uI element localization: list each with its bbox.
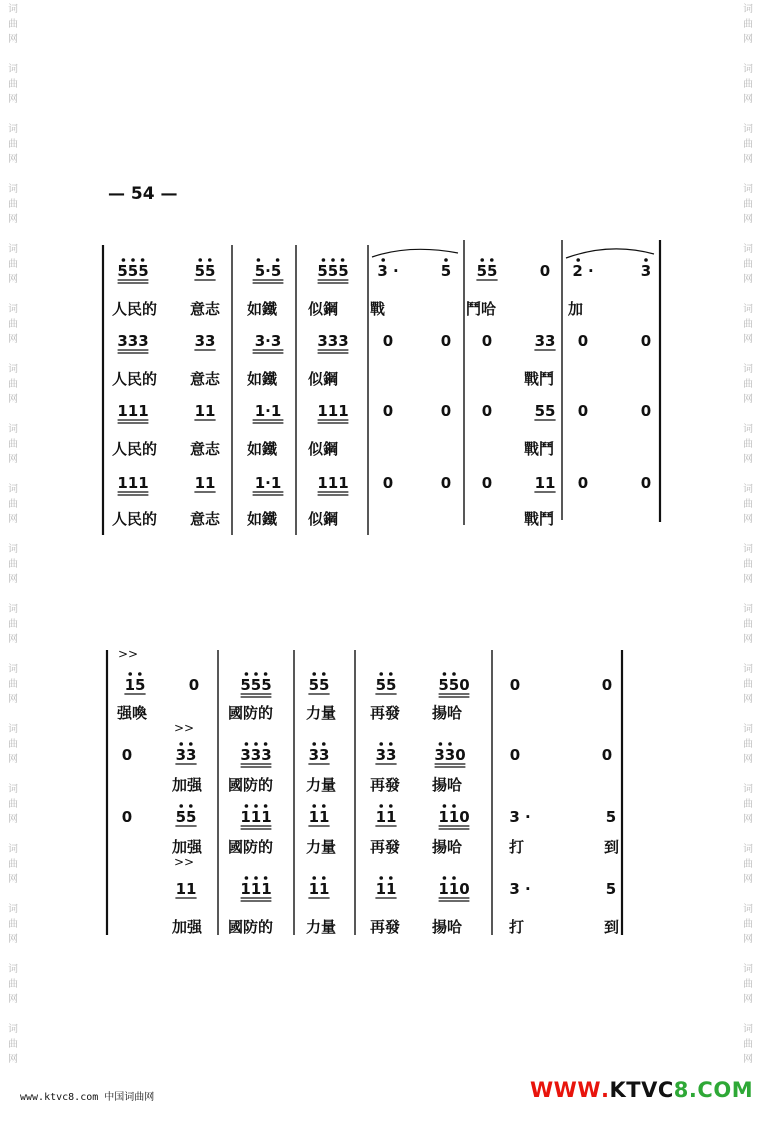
octave-dot (254, 804, 258, 808)
jianpu-note-group: 0 (440, 474, 452, 492)
octave-dot (452, 804, 456, 808)
lyric-text: 力量 (306, 838, 337, 856)
watermark-char: 网 (743, 1054, 753, 1065)
jianpu-note-group: 33 (534, 332, 556, 350)
watermark-char: 曲 (743, 739, 753, 750)
jianpu-note-group: 55 (534, 402, 556, 420)
lyric-text: 人民的 (112, 440, 158, 458)
watermark-char: 曲 (8, 499, 18, 510)
lyric-text: 似鋼 (308, 440, 339, 458)
jianpu-note-group: 111 (317, 402, 349, 420)
watermark-char: 网 (8, 334, 18, 345)
jianpu-note-group: 333 (117, 332, 149, 350)
jianpu-note-group: 330 (434, 746, 466, 764)
jianpu-note-group: 0 (382, 332, 394, 350)
octave-dot (264, 804, 268, 808)
octave-dot (312, 742, 316, 746)
jianpu-note-group: 0 (509, 676, 521, 694)
jianpu-note-group: 0 (640, 474, 652, 492)
octave-dot (452, 672, 456, 676)
jianpu-note-group: 0 (481, 402, 493, 420)
octave-dot (138, 672, 142, 676)
watermark-char: 曲 (743, 79, 753, 90)
watermark-char: 网 (743, 934, 753, 945)
watermark-char: 网 (743, 574, 753, 585)
watermark-char: 词 (8, 4, 18, 15)
lyric-text: 揚哈 (432, 838, 463, 856)
jianpu-note-group: 11 (375, 880, 397, 898)
watermark-char: 词 (743, 124, 753, 135)
lyric-text: 再發 (370, 704, 401, 722)
octave-dot (331, 258, 335, 262)
octave-dot (312, 876, 316, 880)
octave-dot (322, 876, 326, 880)
watermark-char: 网 (8, 34, 18, 45)
jianpu-note-group: 333 (240, 746, 272, 764)
watermark-char: 词 (8, 304, 18, 315)
jianpu-note-group: 1·1 (254, 402, 282, 420)
octave-dot (131, 258, 135, 262)
jianpu-note-group: 11 (175, 880, 197, 898)
lyric-text: 意志 (190, 440, 221, 458)
watermark-char: 词 (8, 784, 18, 795)
watermark-char: 网 (8, 394, 18, 405)
lyric-text: 意志 (190, 300, 221, 318)
watermark-char: 词 (743, 484, 753, 495)
jianpu-note-group: 3 · (509, 880, 531, 898)
watermark-char: 词 (743, 964, 753, 975)
jianpu-note-group: 55 (194, 262, 216, 280)
watermark-char: 词 (743, 904, 753, 915)
octave-dot (341, 258, 345, 262)
watermark-char: 词 (743, 424, 753, 435)
jianpu-note-group: 0 (577, 474, 589, 492)
accent-mark: >> (118, 647, 139, 661)
watermark-char: 曲 (743, 439, 753, 450)
jianpu-note-group: 11 (194, 474, 216, 492)
watermark-char: 曲 (8, 799, 18, 810)
lyric-text: 再發 (370, 918, 401, 936)
watermark-char: 曲 (743, 499, 753, 510)
jianpu-note-group: 5 (440, 262, 452, 280)
watermark-char: 曲 (743, 19, 753, 30)
jianpu-note-group: 3 · (377, 262, 399, 280)
watermark-char: 曲 (8, 1039, 18, 1050)
jianpu-note-group: 0 (121, 746, 133, 764)
jianpu-note-group: 55 (175, 808, 197, 826)
watermark-char: 网 (743, 814, 753, 825)
watermark-char: 词 (8, 724, 18, 735)
jianpu-note-group: 55 (308, 676, 330, 694)
watermark-char: 词 (8, 244, 18, 255)
score-system-2 (107, 647, 622, 936)
watermark-char: 网 (743, 994, 753, 1005)
watermark-char: 曲 (743, 979, 753, 990)
watermark-char: 网 (8, 694, 18, 705)
watermark-char: 网 (8, 814, 18, 825)
octave-dot (254, 672, 258, 676)
octave-dot (179, 804, 183, 808)
watermark-char: 词 (8, 544, 18, 555)
lyric-text: 國防的 (228, 704, 274, 722)
jianpu-note-group: 555 (117, 262, 149, 280)
octave-dot (576, 258, 580, 262)
watermark-char: 网 (8, 1054, 18, 1065)
octave-dot (141, 258, 145, 262)
octave-dot (254, 742, 258, 746)
watermark-char: 词 (743, 244, 753, 255)
watermark-char: 网 (743, 634, 753, 645)
jianpu-note-group: 110 (438, 808, 470, 826)
lyric-text: 力量 (306, 776, 337, 794)
octave-dot (480, 258, 484, 262)
watermark-char: 网 (743, 694, 753, 705)
watermark-char: 网 (8, 874, 18, 885)
watermark-char: 网 (8, 514, 18, 525)
lyric-text: 似鋼 (308, 510, 339, 528)
jianpu-note-group: 0 (188, 676, 200, 694)
lyric-text: 揚哈 (432, 704, 463, 722)
watermark-char: 词 (8, 364, 18, 375)
watermark-char: 曲 (8, 79, 18, 90)
watermark-char: 曲 (743, 919, 753, 930)
jianpu-note-group: 0 (509, 746, 521, 764)
watermark-char: 曲 (8, 979, 18, 990)
watermark-char: 曲 (8, 679, 18, 690)
octave-dot (443, 876, 447, 880)
octave-dot (264, 876, 268, 880)
lyric-text: 再發 (370, 776, 401, 794)
jianpu-note-group: 33 (194, 332, 216, 350)
watermark-char: 词 (8, 184, 18, 195)
lyric-text: 國防的 (228, 918, 274, 936)
jianpu-note-group: 1·1 (254, 474, 282, 492)
lyric-text: 加 (568, 300, 584, 318)
watermark-char: 曲 (8, 379, 18, 390)
octave-dot (245, 876, 249, 880)
octave-dot (322, 258, 326, 262)
jianpu-note-group: 3 (640, 262, 652, 280)
jianpu-note-group: 111 (117, 474, 149, 492)
watermark-char: 词 (8, 964, 18, 975)
octave-dot (276, 258, 280, 262)
jianpu-note-group: 0 (640, 332, 652, 350)
jianpu-note-group: 33 (375, 746, 397, 764)
lyric-text: 人民的 (112, 300, 158, 318)
octave-dot (257, 258, 261, 262)
watermark-char: 词 (8, 124, 18, 135)
jianpu-note-group: 111 (240, 880, 272, 898)
watermark-char: 曲 (743, 619, 753, 630)
watermark-char: 词 (743, 184, 753, 195)
jianpu-note-group: 2 · (572, 262, 594, 280)
octave-dot (389, 876, 393, 880)
watermark-char: 网 (743, 394, 753, 405)
watermark-char: 网 (743, 514, 753, 525)
octave-dot (179, 742, 183, 746)
score-system-1 (103, 240, 660, 535)
octave-dot (208, 258, 212, 262)
watermark-char: 词 (743, 1024, 753, 1035)
octave-dot (189, 742, 193, 746)
watermark-char: 曲 (743, 859, 753, 870)
lyric-text: 人民的 (112, 510, 158, 528)
jianpu-note-group: 333 (317, 332, 349, 350)
jianpu-note-group: 111 (240, 808, 272, 826)
jianpu-note-group: 11 (308, 808, 330, 826)
watermark-char: 网 (743, 274, 753, 285)
lyric-text: 加强 (172, 918, 203, 936)
jianpu-note-group: 3 · (509, 808, 531, 826)
jianpu-note-group: 3·3 (254, 332, 282, 350)
octave-dot (198, 258, 202, 262)
lyric-text: 强喚 (117, 704, 148, 722)
octave-dot (122, 258, 126, 262)
jianpu-note-group: 0 (440, 332, 452, 350)
octave-dot (245, 742, 249, 746)
octave-dot (448, 742, 452, 746)
octave-dot (128, 672, 132, 676)
octave-dot (381, 258, 385, 262)
lyric-text: 如鐵 (247, 370, 278, 388)
octave-dot (439, 742, 443, 746)
octave-dot (379, 742, 383, 746)
watermark-char: 词 (8, 424, 18, 435)
jianpu-note-group: 0 (382, 402, 394, 420)
octave-dot (644, 258, 648, 262)
watermark-char: 词 (8, 604, 18, 615)
watermark-char: 曲 (8, 919, 18, 930)
octave-dot (379, 876, 383, 880)
jianpu-note-group: 11 (375, 808, 397, 826)
lyric-text: 力量 (306, 918, 337, 936)
watermark-char: 词 (743, 64, 753, 75)
lyric-text: 揚哈 (432, 776, 463, 794)
watermark-char: 曲 (8, 319, 18, 330)
watermark-char: 曲 (743, 319, 753, 330)
jianpu-note-group: 0 (382, 474, 394, 492)
watermark-char: 词 (8, 664, 18, 675)
octave-dot (254, 876, 258, 880)
octave-dot (312, 672, 316, 676)
octave-dot (443, 804, 447, 808)
jianpu-note-group: 33 (308, 746, 330, 764)
watermark-char: 曲 (743, 139, 753, 150)
watermark-char: 网 (743, 334, 753, 345)
watermark-char: 曲 (743, 799, 753, 810)
watermark-char: 词 (8, 484, 18, 495)
jianpu-note-group: 555 (240, 676, 272, 694)
page-number: — 54 — (108, 184, 178, 204)
octave-dot (264, 742, 268, 746)
watermark-char: 曲 (743, 1039, 753, 1050)
octave-dot (322, 804, 326, 808)
lyric-text: 打 (509, 918, 525, 936)
watermark-char: 网 (8, 634, 18, 645)
watermark-char: 词 (8, 64, 18, 75)
watermark-char: 曲 (8, 439, 18, 450)
lyric-text: 加强 (172, 776, 203, 794)
watermark-char: 曲 (8, 619, 18, 630)
watermark-char: 词 (743, 304, 753, 315)
octave-dot (264, 672, 268, 676)
lyric-text: 戰鬥 (524, 440, 555, 458)
watermark-char: 网 (743, 874, 753, 885)
octave-dot (389, 804, 393, 808)
lyric-text: 意志 (190, 370, 221, 388)
jianpu-note-group: 5 (605, 808, 617, 826)
watermark-char: 网 (8, 214, 18, 225)
watermark-char: 网 (743, 154, 753, 165)
octave-dot (490, 258, 494, 262)
lyric-text: 人民的 (112, 370, 158, 388)
jianpu-note-group: 111 (117, 402, 149, 420)
watermark-char: 曲 (743, 199, 753, 210)
watermark-char: 曲 (743, 679, 753, 690)
watermark-char: 词 (743, 844, 753, 855)
watermark-char: 曲 (8, 139, 18, 150)
watermark-char: 词 (8, 1024, 18, 1035)
octave-dot (443, 672, 447, 676)
lyric-text: 戰鬥 (524, 370, 555, 388)
watermark-char: 网 (8, 154, 18, 165)
watermark-char: 曲 (8, 259, 18, 270)
watermark-char: 曲 (8, 739, 18, 750)
watermark-char: 网 (8, 994, 18, 1005)
watermark-char: 词 (743, 784, 753, 795)
lyric-text: 如鐵 (247, 300, 278, 318)
octave-dot (245, 672, 249, 676)
jianpu-note-group: 0 (539, 262, 551, 280)
watermark-char: 网 (743, 34, 753, 45)
jianpu-note-group: 0 (640, 402, 652, 420)
watermark-char: 网 (743, 754, 753, 765)
jianpu-note-group: 550 (438, 676, 470, 694)
lyric-text: 再發 (370, 838, 401, 856)
jianpu-note-group: 555 (317, 262, 349, 280)
octave-dot (389, 742, 393, 746)
lyric-text: 國防的 (228, 838, 274, 856)
lyric-text: 戰鬥 (524, 510, 555, 528)
jianpu-note-group: 33 (175, 746, 197, 764)
watermark-char: 词 (743, 364, 753, 375)
lyric-text: 似鋼 (308, 370, 339, 388)
lyric-text: 鬥哈 (466, 300, 497, 318)
footer-brand-logo: WWW.KTVC8.COM (530, 1078, 754, 1102)
watermark-char: 词 (743, 604, 753, 615)
watermark-char: 曲 (8, 559, 18, 570)
watermark-char: 网 (8, 934, 18, 945)
octave-dot (379, 804, 383, 808)
octave-dot (379, 672, 383, 676)
lyric-text: 國防的 (228, 776, 274, 794)
jianpu-note-group: 11 (308, 880, 330, 898)
octave-dot (189, 804, 193, 808)
accent-mark: >> (174, 721, 195, 735)
lyric-text: 加强 (172, 838, 203, 856)
tie-arc (566, 249, 654, 258)
watermark-char: 词 (8, 844, 18, 855)
watermark-char: 曲 (8, 859, 18, 870)
jianpu-note-group: 55 (476, 262, 498, 280)
lyric-text: 到 (604, 918, 620, 936)
watermark-char: 曲 (743, 379, 753, 390)
watermark-char: 曲 (8, 199, 18, 210)
jianpu-note-group: 0 (601, 746, 613, 764)
watermark-char: 词 (8, 904, 18, 915)
watermark-char: 网 (8, 454, 18, 465)
jianpu-note-group: 0 (577, 402, 589, 420)
lyric-text: 意志 (190, 510, 221, 528)
watermark-char: 网 (743, 94, 753, 105)
jianpu-note-group: 110 (438, 880, 470, 898)
lyric-text: 戰 (370, 300, 386, 318)
footer-site-text: www.ktvc8.com 中国词曲网 (20, 1092, 155, 1103)
octave-dot (312, 804, 316, 808)
watermark-char: 网 (743, 214, 753, 225)
jianpu-note-group: 15 (124, 676, 146, 694)
watermark-char: 曲 (8, 19, 18, 30)
jianpu-note-group: 0 (481, 474, 493, 492)
watermark-char: 网 (8, 274, 18, 285)
accent-mark: >> (174, 855, 195, 869)
jianpu-note-group: 55 (375, 676, 397, 694)
watermark-char: 词 (743, 664, 753, 675)
watermark-char: 曲 (743, 259, 753, 270)
watermark-char: 词 (743, 724, 753, 735)
watermark-char: 词 (743, 4, 753, 15)
lyric-text: 似鋼 (308, 300, 339, 318)
octave-dot (452, 876, 456, 880)
jianpu-note-group: 5 (605, 880, 617, 898)
watermark-char: 网 (8, 94, 18, 105)
jianpu-note-group: 0 (440, 402, 452, 420)
tie-arc (372, 249, 458, 257)
jianpu-note-group: 11 (534, 474, 556, 492)
lyric-text: 揚哈 (432, 918, 463, 936)
octave-dot (389, 672, 393, 676)
octave-dot (444, 258, 448, 262)
lyric-text: 如鐵 (247, 510, 278, 528)
jianpu-note-group: 0 (481, 332, 493, 350)
watermark-char: 词 (743, 544, 753, 555)
jianpu-note-group: 11 (194, 402, 216, 420)
jianpu-note-group: 5·5 (254, 262, 282, 280)
watermark-char: 网 (8, 754, 18, 765)
watermark-char: 网 (743, 454, 753, 465)
octave-dot (322, 672, 326, 676)
jianpu-note-group: 0 (577, 332, 589, 350)
lyric-text: 如鐵 (247, 440, 278, 458)
octave-dot (322, 742, 326, 746)
lyric-text: 力量 (306, 704, 337, 722)
watermark-char: 曲 (743, 559, 753, 570)
jianpu-note-group: 0 (121, 808, 133, 826)
jianpu-note-group: 0 (601, 676, 613, 694)
watermark-char: 网 (8, 574, 18, 585)
jianpu-note-group: 111 (317, 474, 349, 492)
lyric-text: 打 (509, 838, 525, 856)
octave-dot (245, 804, 249, 808)
lyric-text: 到 (604, 838, 620, 856)
